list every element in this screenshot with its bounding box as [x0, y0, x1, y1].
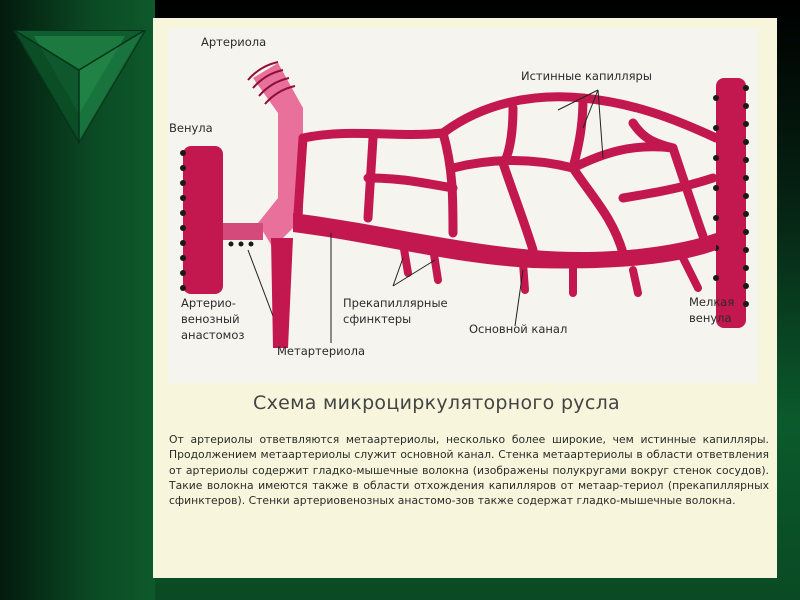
label-metaarteriole: Метартериола	[277, 344, 366, 358]
av-anastomosis-shape	[223, 223, 263, 240]
venule-left-shape	[183, 146, 223, 294]
label-small-venule: Мелкая венула	[689, 295, 735, 325]
triangle-logo-icon	[12, 30, 147, 145]
av-anastomosis-wall	[229, 242, 254, 247]
arteriole-lower-shape	[271, 238, 293, 348]
label-av-anastomosis: Артерио- венозный анастомоз	[181, 296, 245, 342]
main-channel-shape	[293, 213, 716, 268]
slide-card	[153, 18, 777, 578]
caption-title: Схема микроциркуляторного русла	[253, 392, 620, 414]
label-precapillary-sphincters: Прекапиллярные сфинктеры	[343, 296, 448, 326]
venule-right-shape	[716, 78, 746, 328]
label-venule: Венула	[169, 121, 213, 135]
label-arteriole: Артериола	[201, 35, 267, 49]
caption-text: От артериолы ответвляются метаартериолы, несколько более широкие, чем истинные капилляры. Продолжением метаартериолы служит основной канал. Стенка метаартериолы в области ответвления от артериолы содержит гладко-мышечные волокна (изображены полукругами вокруг стенок сосудов). Такие волокна имеются также в области отхождения капилляров от метаар-териол (прекапиллярных сфинктеров). Стенки артериовенозных анастомо-зов также содержат гладко-мышечные волокна.	[169, 433, 769, 508]
microcirculation-diagram	[153, 18, 777, 398]
label-main-channel: Основной канал	[469, 322, 568, 336]
label-true-capillaries: Истинные капилляры	[521, 69, 652, 83]
